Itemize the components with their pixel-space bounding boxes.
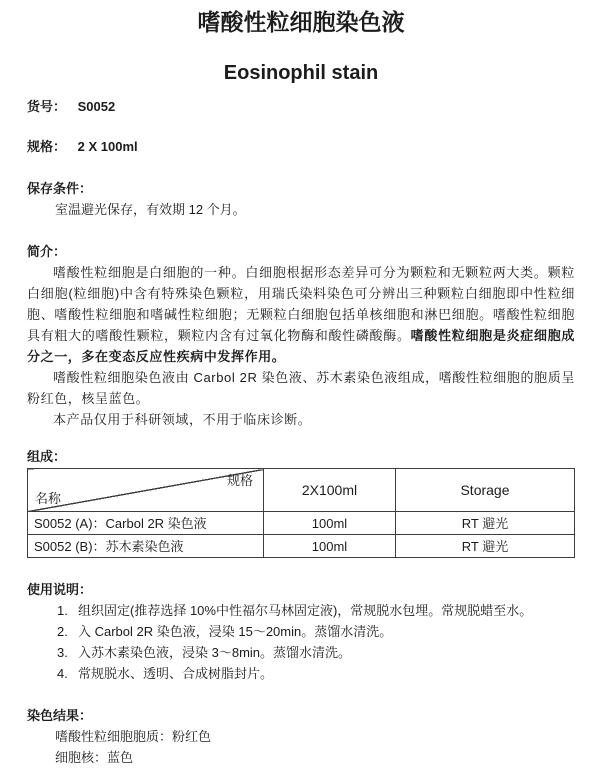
- table-header-volume: 2X100ml: [264, 469, 396, 512]
- result-line: 嗜酸性粒细胞胞质：粉红色: [55, 729, 212, 744]
- intro-paragraph-1-normal: 嗜酸性粒细胞是白细胞的一种。白细胞根据形态差异可分为颗粒和无颗粒两大类。颗粒白细胞(粒细胞)中含有特殊染色颗粒，用瑞氏染料染色可分辨出三种颗粒白细胞即中性粒细胞、嗜酸性粒细胞和嗜碱性粒细胞；无颗粒白细胞包括单核细胞和淋巴细胞。嗜酸性粒细胞具有粗大的嗜酸性颗粒，颗粒内含有过氧化物酶和酸性磷酸酶。: [27, 265, 575, 343]
- instruction-item: [57, 600, 575, 621]
- component-storage: RT 避光: [396, 535, 575, 558]
- table-row: [28, 512, 575, 535]
- catalog-number-label: 货号：: [27, 99, 67, 114]
- instruction-number: 2.: [57, 624, 68, 639]
- instruction-text: 组织固定(推荐选择 10%中性福尔马林固定液)，常规脱水包埋。常规脱蜡至水。: [78, 603, 533, 618]
- table-header-storage: Storage: [396, 469, 575, 512]
- instruction-item: [57, 621, 575, 642]
- component-volume: 100ml: [264, 535, 396, 558]
- instruction-number: 4.: [57, 666, 68, 681]
- intro-paragraph-2: 嗜酸性粒细胞染色液由 Carbol 2R 染色液、苏木素染色液组成，嗜酸性粒细胞的胞质呈粉红色，核呈蓝色。: [27, 370, 575, 406]
- corner-label-name: 名称: [35, 491, 62, 506]
- spec-value: 2 X 100ml: [77, 139, 138, 154]
- intro-heading: 简介：: [27, 244, 67, 259]
- instructions-heading: 使用说明：: [27, 582, 93, 597]
- corner-label-spec: 规格: [226, 473, 253, 488]
- instruction-item: [57, 663, 575, 684]
- instruction-text: 入苏木素染色液，浸染 3～8min。蒸馏水清洗。: [78, 645, 352, 660]
- intro-paragraph-3: 本产品仅用于科研领域，不用于临床诊断。: [53, 412, 312, 427]
- catalog-number-value: S0052: [77, 99, 116, 114]
- spec-label: 规格：: [27, 139, 67, 154]
- composition-table: [27, 468, 575, 558]
- table-header-row: [28, 469, 575, 512]
- instruction-number: 3.: [57, 645, 68, 660]
- component-name: S0052 (A)：Carbol 2R 染色液: [28, 512, 264, 535]
- table-corner-cell: [28, 469, 264, 512]
- instruction-text: 入 Carbol 2R 染色液，浸染 15～20min。蒸馏水清洗。: [78, 624, 393, 639]
- instruction-item: [57, 642, 575, 663]
- spec-row: [27, 136, 575, 157]
- instruction-number: 1.: [57, 603, 68, 618]
- instruction-text: 常规脱水、透明、合成树脂封片。: [78, 666, 274, 681]
- component-volume: 100ml: [264, 512, 396, 535]
- composition-heading: 组成：: [27, 449, 67, 464]
- storage-text: 室温避光保存，有效期 12 个月。: [55, 202, 246, 217]
- intro-paragraph-1: [27, 262, 575, 367]
- page-title-en: Eosinophil stain: [223, 62, 379, 84]
- table-row: [28, 535, 575, 558]
- results-heading: 染色结果：: [27, 708, 93, 723]
- page-title-zh: 嗜酸性粒细胞染色液: [197, 9, 405, 35]
- storage-heading: 保存条件：: [27, 181, 93, 196]
- component-storage: RT 避光: [396, 512, 575, 535]
- component-name: S0052 (B)：苏木素染色液: [28, 535, 264, 558]
- intro-paragraph-1-bold: 嗜酸性粒细胞是炎症细胞成分之一，多在变态反应性疾病中发挥作用。: [27, 328, 575, 364]
- catalog-number-row: [27, 96, 575, 117]
- result-line: 细胞核：蓝色: [55, 750, 134, 765]
